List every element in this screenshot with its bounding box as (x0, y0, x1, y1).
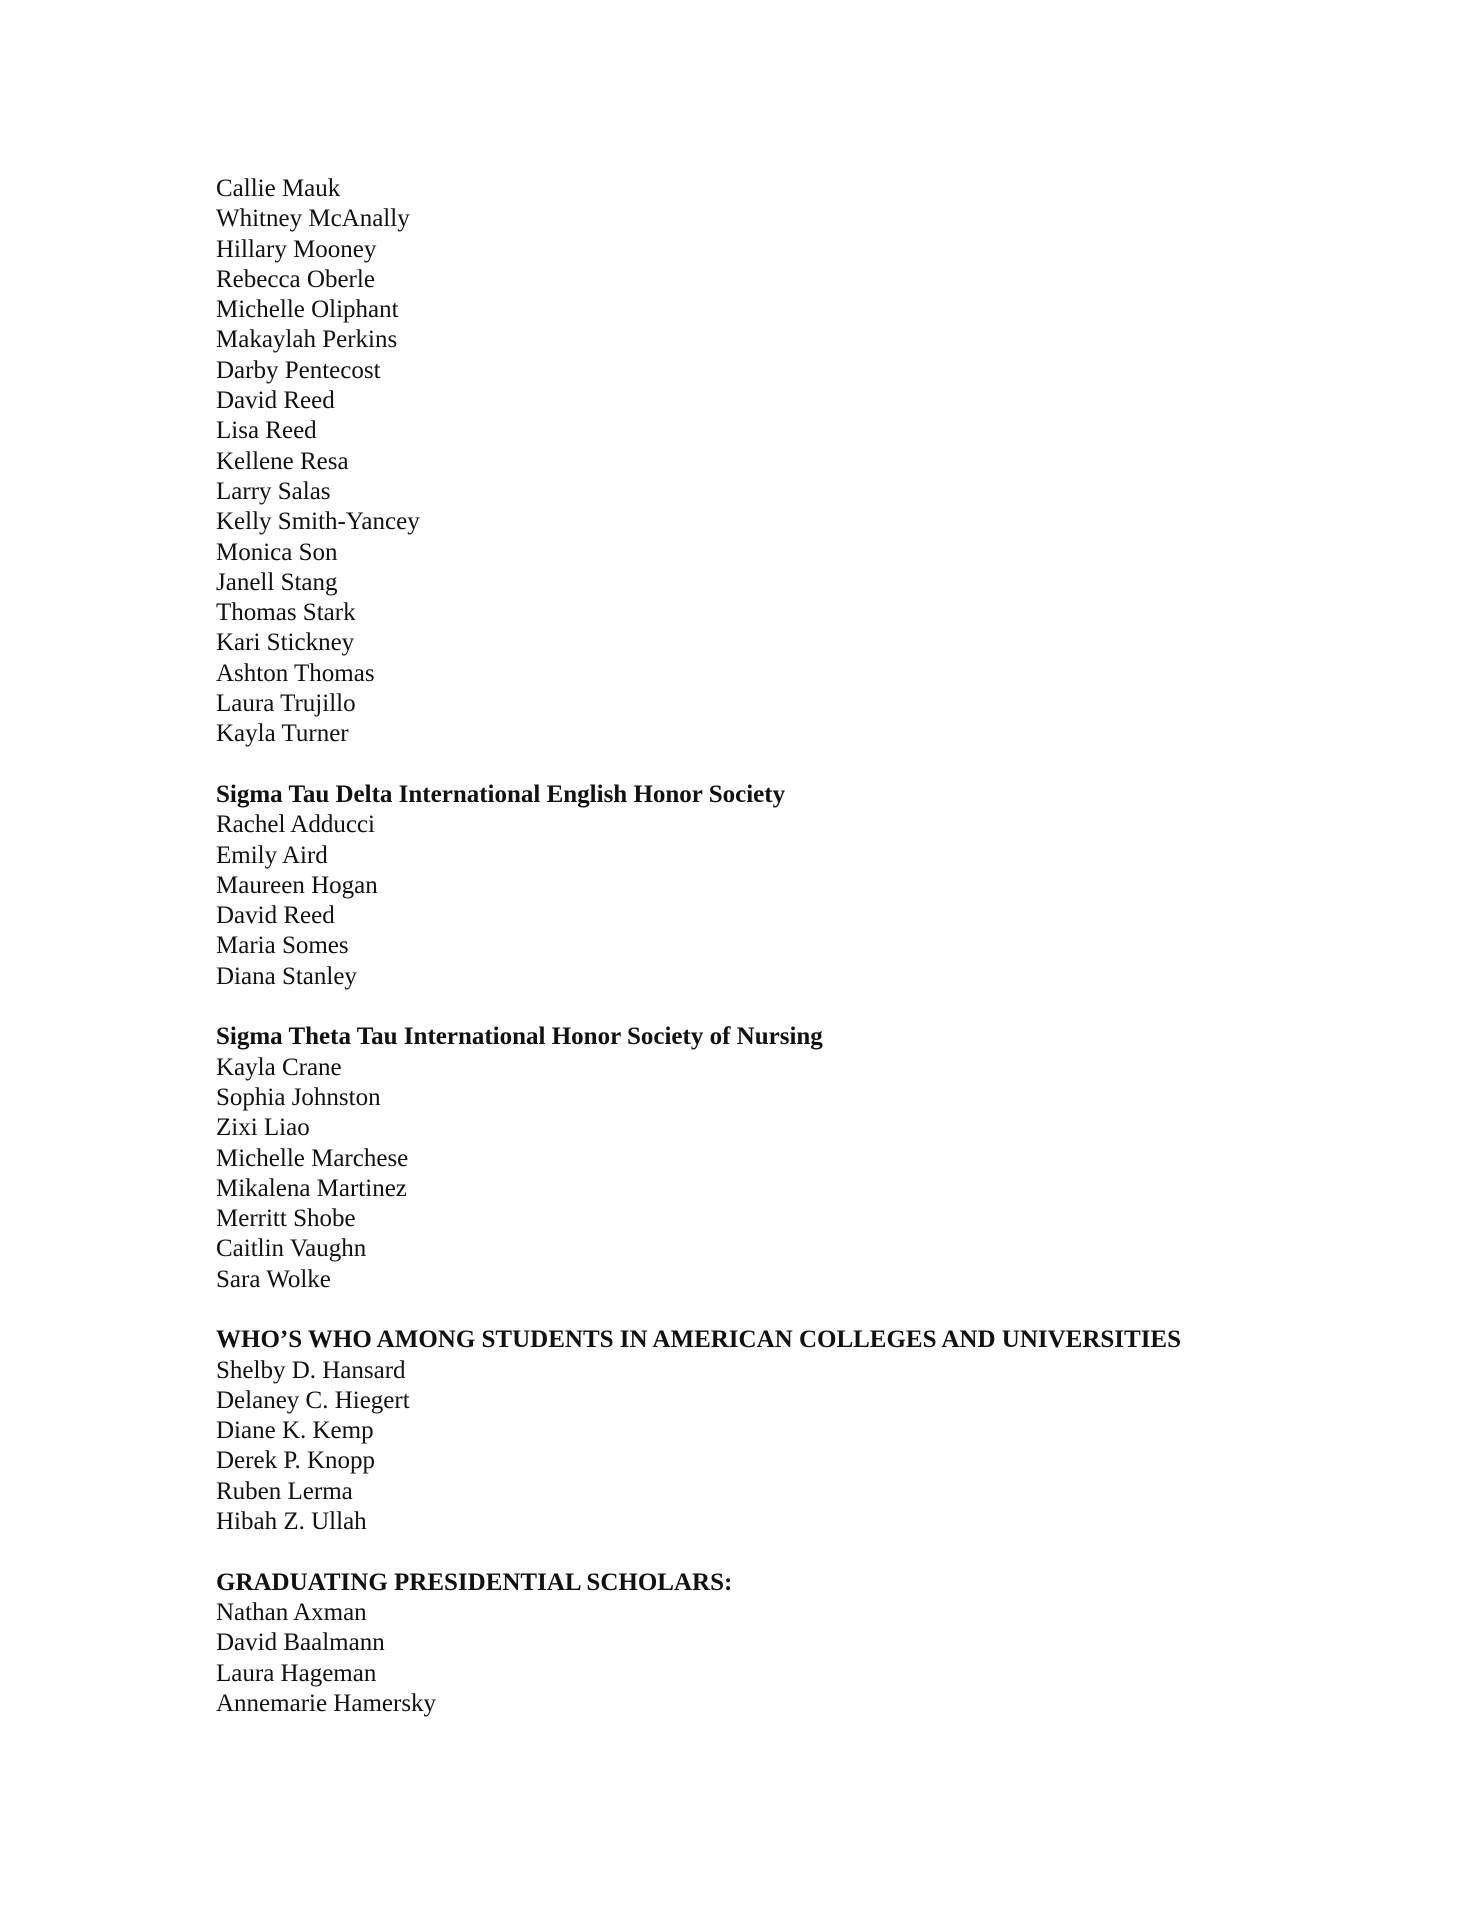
list-item: Ruben Lerma (216, 1477, 353, 1505)
list-item: Janell Stang (216, 568, 338, 596)
list-item: Thomas Stark (216, 599, 356, 627)
section-heading: GRADUATING PRESIDENTIAL SCHOLARS: (216, 1568, 733, 1596)
list-item: Callie Mauk (216, 175, 341, 202)
section-heading: WHO’S WHO AMONG STUDENTS IN AMERICAN COLLEGES AND UNIVERSITIES (216, 1326, 1182, 1354)
list-item: Emily Aird (216, 841, 328, 869)
list-item: Sophia Johnston (216, 1083, 381, 1111)
list-item: Kellene Resa (216, 447, 349, 475)
list-item: Shelby D. Hansard (216, 1356, 406, 1384)
list-item: Delaney C. Hiegert (216, 1386, 410, 1414)
list-item: Laura Hageman (216, 1659, 377, 1687)
document-page (216, 174, 1366, 1719)
list-item: Rebecca Oberle (216, 265, 375, 293)
list-item: Maria Somes (216, 932, 349, 960)
list-item: Kelly Smith-Yancey (216, 508, 420, 536)
section-heading: Sigma Theta Tau International Honor Society of Nursing (216, 1023, 823, 1051)
section-spacer (216, 750, 1366, 780)
section-sigma-theta-tau (216, 1022, 1366, 1295)
list-item: Nathan Axman (216, 1598, 367, 1626)
list-item: David Reed (216, 902, 335, 930)
section-spacer (216, 1537, 1366, 1567)
list-item: Monica Son (216, 538, 338, 566)
list-item: Darby Pentecost (216, 356, 381, 384)
list-item: David Reed (216, 387, 335, 415)
section-whos-who (216, 1325, 1366, 1537)
list-item: Rachel Adducci (216, 811, 375, 839)
section-continued-list (216, 174, 1366, 750)
list-item: Kayla Crane (216, 1053, 342, 1081)
list-item: Makaylah Perkins (216, 326, 398, 354)
section-spacer (216, 992, 1366, 1022)
list-item: Derek P. Knopp (216, 1447, 376, 1475)
list-item: Mikalena Martinez (216, 1174, 407, 1202)
list-item: Laura Trujillo (216, 690, 356, 718)
list-item: Zixi Liao (216, 1114, 310, 1142)
list-item: Diane K. Kemp (216, 1417, 374, 1445)
section-sigma-tau-delta (216, 780, 1366, 992)
list-item: Whitney McAnally (216, 205, 410, 233)
list-item: Hibah Z. Ullah (216, 1508, 367, 1536)
list-item: Hillary Mooney (216, 235, 377, 263)
list-item: Lisa Reed (216, 417, 317, 445)
list-item: Sara Wolke (216, 1265, 331, 1293)
list-item: Larry Salas (216, 477, 331, 505)
list-item: Merritt Shobe (216, 1205, 356, 1233)
list-item: Caitlin Vaughn (216, 1235, 367, 1263)
list-item: Diana Stanley (216, 962, 357, 990)
list-item: Maureen Hogan (216, 871, 378, 899)
list-item: Annemarie Hamersky (216, 1689, 437, 1717)
section-spacer (216, 1295, 1366, 1325)
list-item: Michelle Oliphant (216, 296, 399, 324)
list-item: Kayla Turner (216, 720, 349, 748)
list-item: Michelle Marchese (216, 1144, 409, 1172)
list-item: Kari Stickney (216, 629, 355, 657)
section-presidential-scholars (216, 1568, 1366, 1719)
list-item: David Baalmann (216, 1629, 385, 1657)
list-item: Ashton Thomas (216, 659, 375, 687)
section-heading: Sigma Tau Delta International English Honor Society (216, 780, 786, 808)
